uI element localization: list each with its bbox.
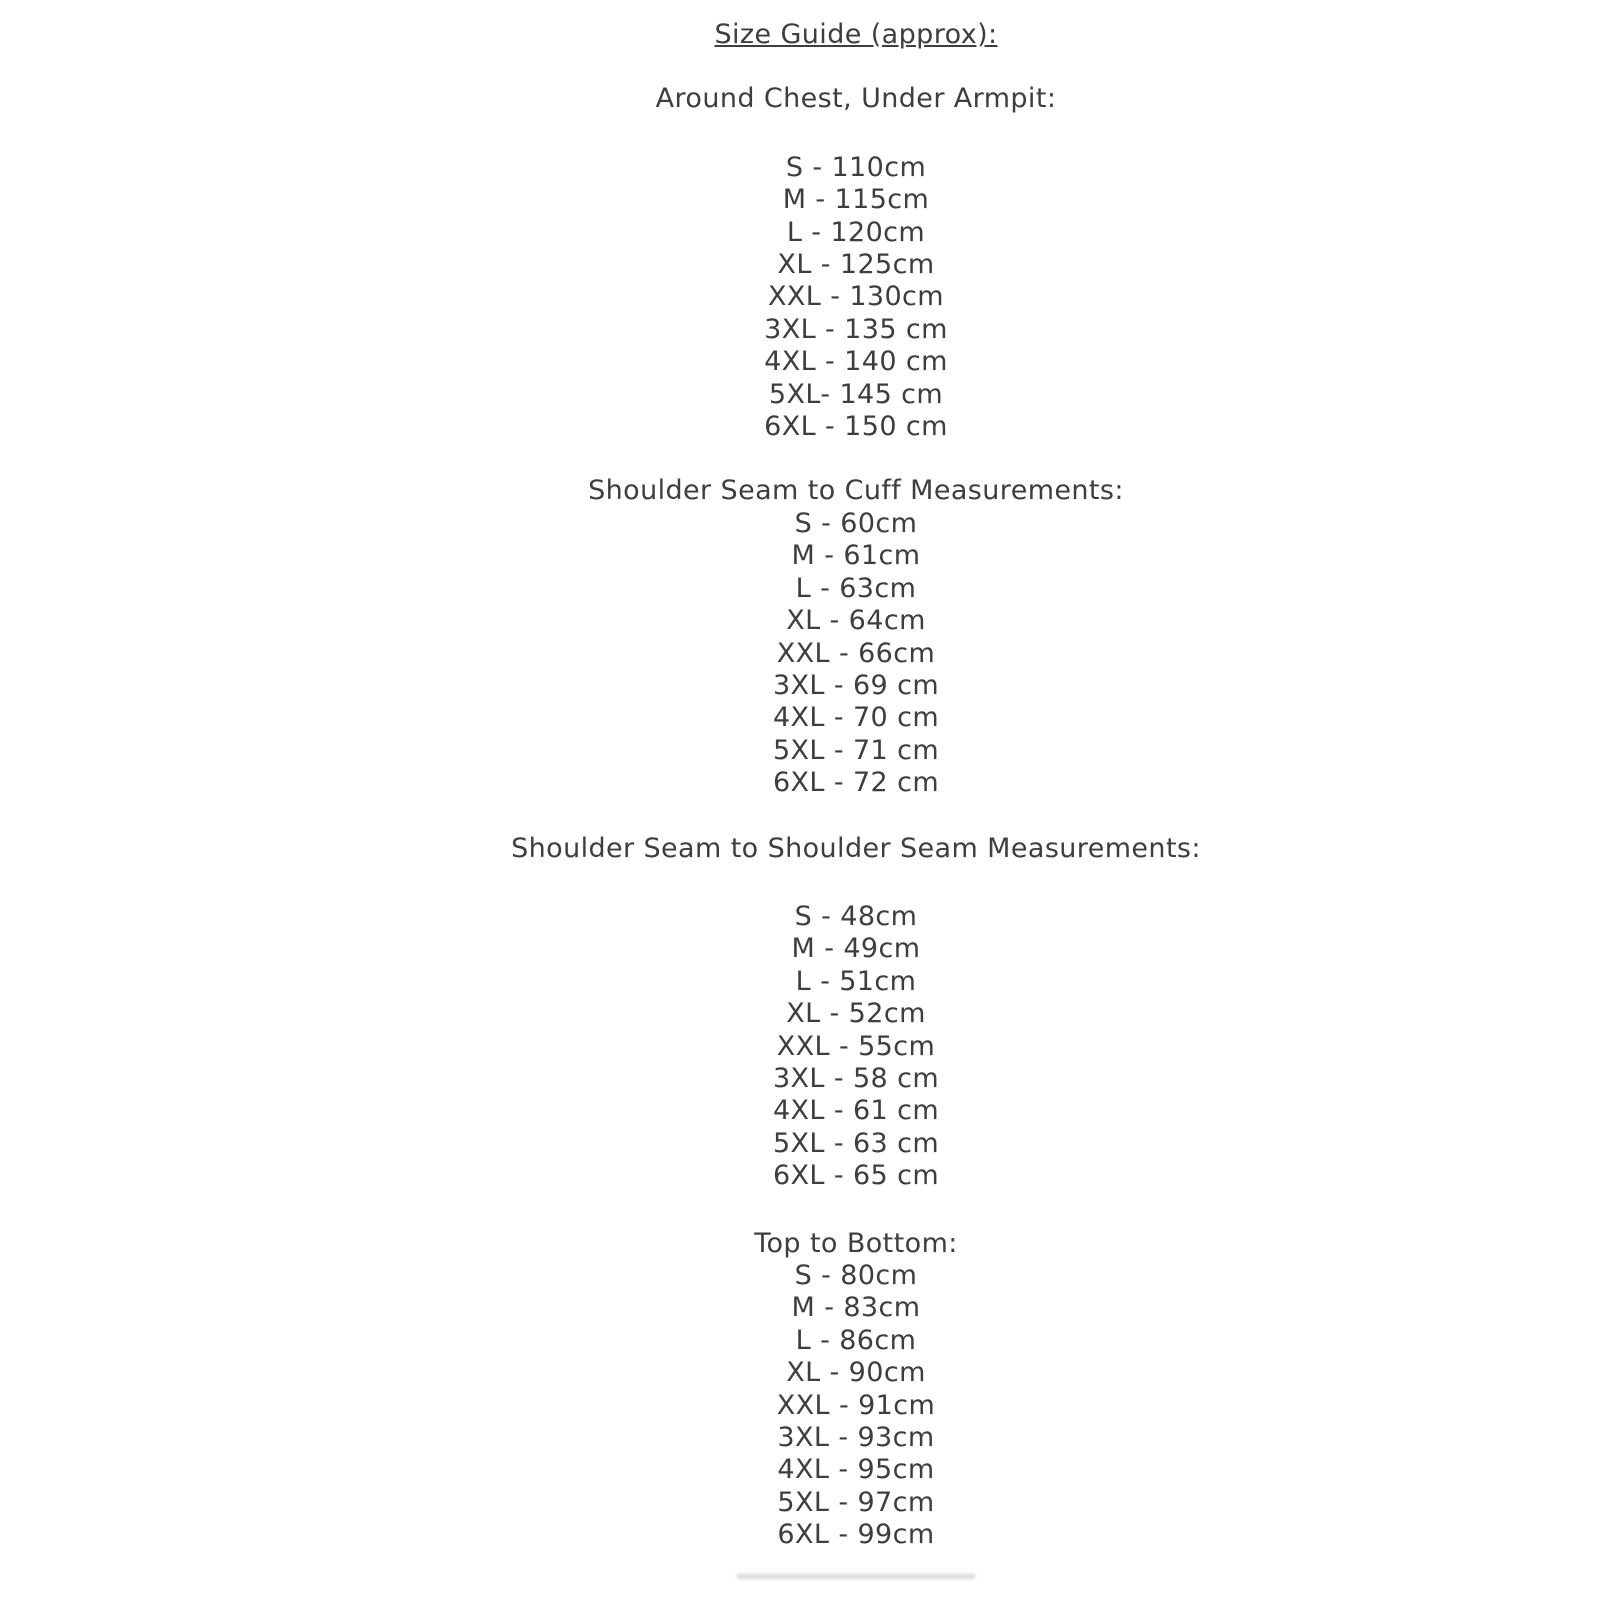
- size-item: 6XL - 150 cm: [764, 411, 948, 443]
- size-item: M - 115cm: [782, 184, 930, 216]
- size-item: M - 61cm: [791, 540, 921, 572]
- page-title: Size Guide (approx):: [714, 19, 998, 50]
- size-list-shoulder-to-cuff: [112, 508, 1600, 800]
- size-item: 4XL - 61 cm: [772, 1095, 940, 1127]
- size-item: XL - 52cm: [786, 998, 926, 1030]
- size-item: XXL - 55cm: [776, 1030, 936, 1062]
- size-item: S - 80cm: [794, 1260, 918, 1291]
- section-top-to-bottom: [112, 1228, 1600, 1552]
- size-item: 6XL - 65 cm: [772, 1160, 940, 1192]
- size-item: S - 110cm: [785, 151, 927, 183]
- size-item: 4XL - 70 cm: [772, 702, 940, 734]
- size-item: 4XL - 95cm: [777, 1454, 935, 1486]
- section-shoulder-to-shoulder: [112, 833, 1600, 1193]
- size-item: 3XL - 93cm: [777, 1422, 935, 1454]
- size-item: 5XL - 71 cm: [772, 734, 940, 766]
- size-item: M - 49cm: [791, 933, 921, 965]
- size-list-top-to-bottom: [112, 1260, 1600, 1552]
- size-list-shoulder-to-shoulder: [112, 901, 1600, 1193]
- size-item: 4XL - 140 cm: [764, 346, 948, 378]
- size-item: S - 60cm: [794, 507, 918, 539]
- section-heading-shoulder-to-shoulder: Shoulder Seam to Shoulder Seam Measurements:: [511, 832, 1201, 864]
- size-item: L - 63cm: [795, 572, 917, 604]
- size-item: XL - 90cm: [786, 1357, 926, 1389]
- size-item: XXL - 66cm: [776, 637, 936, 669]
- size-item: 5XL- 145 cm: [768, 378, 944, 410]
- size-item: M - 83cm: [791, 1292, 921, 1324]
- size-item: L - 120cm: [786, 216, 926, 248]
- size-item: 6XL - 99cm: [777, 1519, 935, 1551]
- size-item: 6XL - 72 cm: [772, 767, 940, 799]
- size-item: 3XL - 69 cm: [772, 669, 940, 701]
- size-item: 3XL - 135 cm: [764, 313, 948, 345]
- size-item: XL - 64cm: [786, 605, 926, 637]
- size-item: S - 48cm: [794, 900, 918, 932]
- section-heading-shoulder-to-cuff: Shoulder Seam to Cuff Measurements:: [588, 475, 1124, 507]
- size-item: L - 51cm: [795, 965, 917, 997]
- section-shoulder-to-cuff: [112, 475, 1600, 799]
- size-list-around-chest: [112, 152, 1600, 444]
- size-item: XXL - 130cm: [767, 281, 945, 313]
- cropped-next-line-artifact: [737, 1574, 975, 1579]
- section-heading-around-chest: Around Chest, Under Armpit:: [655, 83, 1057, 115]
- section-around-chest: [112, 83, 1600, 443]
- size-item: XXL - 91cm: [776, 1389, 936, 1421]
- size-item: L - 86cm: [795, 1324, 917, 1356]
- size-item: 3XL - 58 cm: [772, 1062, 940, 1094]
- size-item: XL - 125cm: [777, 249, 935, 281]
- section-heading-top-to-bottom: Top to Bottom:: [754, 1227, 958, 1259]
- size-item: 5XL - 63 cm: [772, 1127, 940, 1159]
- size-item: 5XL - 97cm: [777, 1486, 935, 1518]
